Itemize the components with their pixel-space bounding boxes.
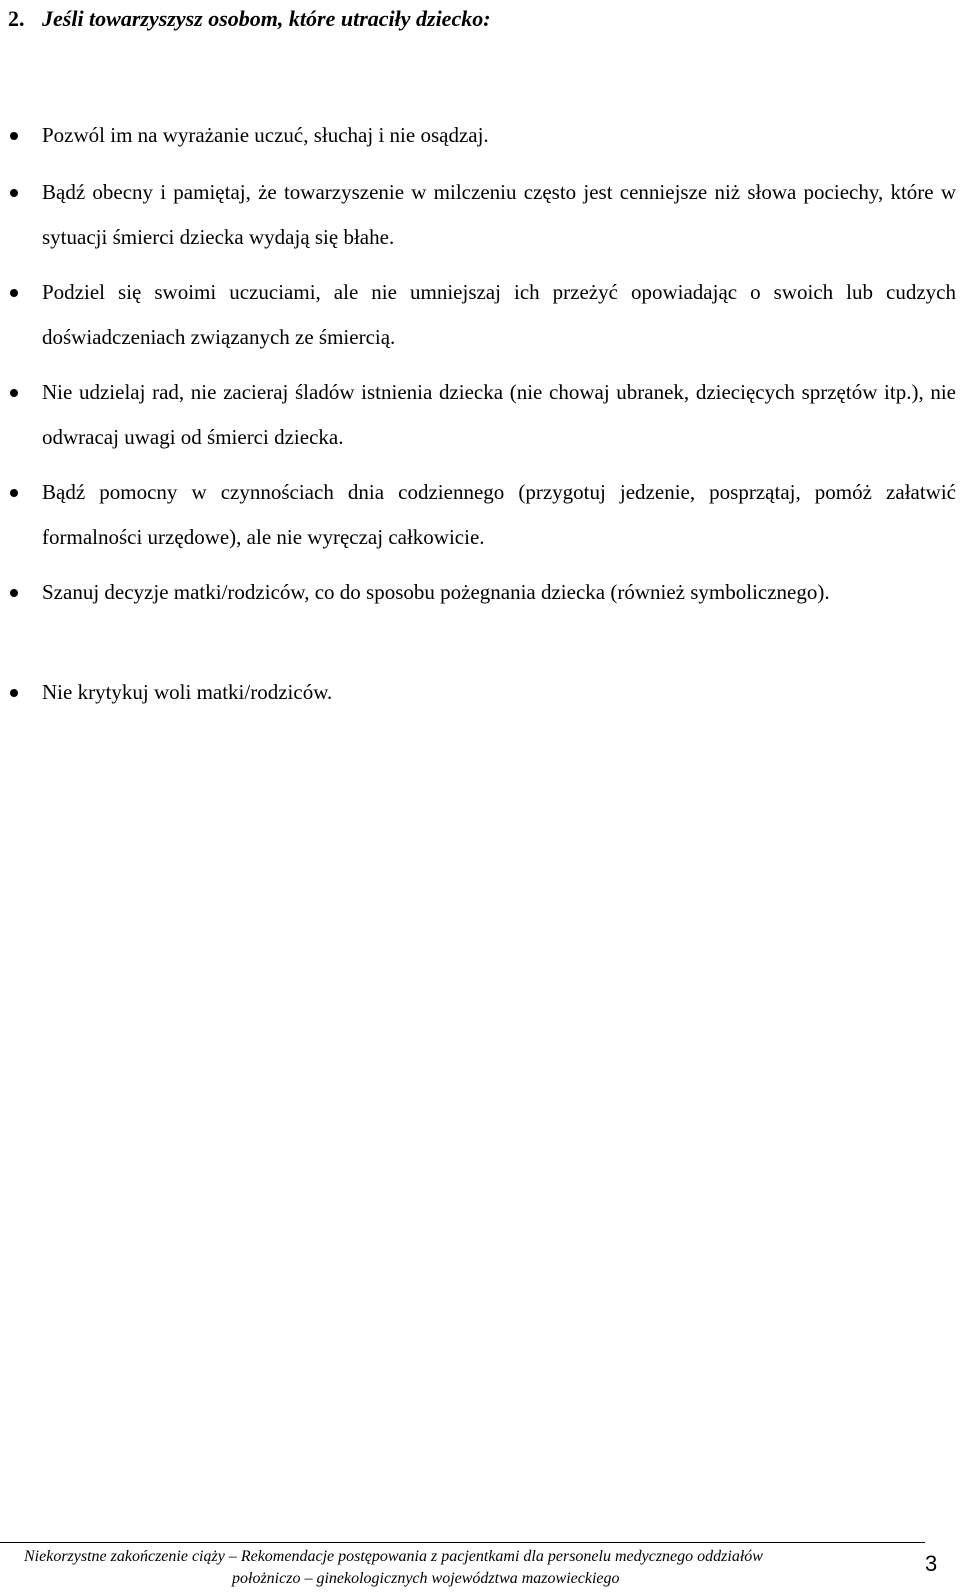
page-number: 3 [925,1551,938,1576]
bullet-text: Szanuj decyzje matki/rodziców, co do sposobu pożegnania dziecka (również symbolicznego). [42,580,830,604]
footer-text-line1: Niekorzystne zakończenie ciąży – Rekomendacje postępowania z pacjentkami dla personelu medycznego oddziałów [24,1548,763,1565]
bullet-text: Bądź obecny i pamiętaj, że towarzyszenie w milczeniu często jest cenniejsze niż słowa pociechy, które w sytuacji śmierci dziecka wydają się błahe. [42,180,956,249]
bullet-icon [10,489,18,497]
section-title: Jeśli towarzyszysz osobom, które utraciły dziecko: [42,6,491,31]
bullet-icon [10,289,18,297]
bullet-icon [10,389,18,397]
section-heading [8,4,491,34]
section-number: 2. [8,6,25,31]
footer-text-line2: położniczo – ginekologicznych województwa mazowieckiego [232,1570,620,1587]
bullet-text: Pozwól im na wyrażanie uczuć, słuchaj i nie osądzaj. [42,123,489,147]
footer-divider [0,1542,925,1543]
bullet-text: Nie krytykuj woli matki/rodziców. [42,680,333,704]
bullet-text: Nie udzielaj rad, nie zacieraj śladów istnienia dziecka (nie chowaj ubranek, dziecięcych sprzętów itp.), nie odwracaj uwagi od śmierci dziecka. [42,380,956,449]
bullet-icon [10,689,18,697]
bullet-icon [10,589,18,597]
bullet-icon [10,189,18,197]
bullet-text: Bądź pomocny w czynnościach dnia codziennego (przygotuj jedzenie, posprzątaj, pomóż załatwić formalności urzędowe), ale nie wyręczaj całkowicie. [42,480,956,549]
bullet-text: Podziel się swoimi uczuciami, ale nie umniejszaj ich przeżyć opowiadając o swoich lub cudzych doświadczeniach związanych ze śmiercią. [42,280,956,349]
bullet-icon [10,132,18,140]
